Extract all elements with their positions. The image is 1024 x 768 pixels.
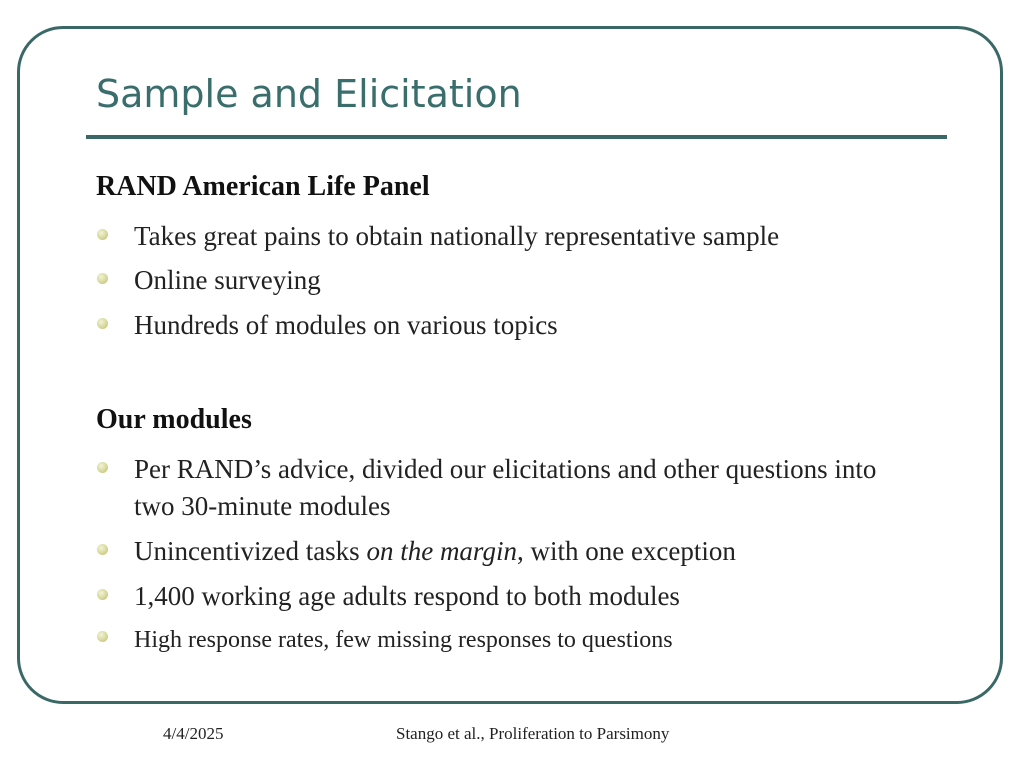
bullet-item — [96, 218, 896, 255]
footer-date: 4/4/2025 — [163, 724, 224, 743]
bullet-dot-icon — [97, 273, 108, 284]
bullet-text: Hundreds of modules on various topics — [134, 310, 558, 340]
bullet-text: Per RAND’s advice, divided our elicitations and other questions into two 30-minute modules — [134, 454, 877, 521]
bullet-item — [96, 451, 896, 525]
bullet-text-italic: on the margin — [366, 536, 517, 566]
bullet-dot-icon — [97, 318, 108, 329]
bullet-item — [96, 622, 896, 659]
bullet-text: Online surveying — [134, 265, 321, 295]
bullet-text: 1,400 working age adults respond to both modules — [134, 581, 680, 611]
bullet-text — [134, 533, 896, 570]
slide-title: Sample and Elicitation — [96, 72, 522, 116]
bullet-text: High response rates, few missing responses to questions — [134, 627, 673, 653]
bullet-text-end: , with one exception — [516, 536, 736, 566]
section-heading-rand: RAND American Life Panel — [96, 171, 430, 202]
bullet-dot-icon — [97, 589, 108, 600]
bullet-dot-icon — [97, 544, 108, 555]
title-underline — [86, 135, 947, 139]
bullet-dot-icon — [97, 631, 108, 642]
bullet-item — [96, 533, 896, 570]
bullet-dot-icon — [97, 462, 108, 473]
bullet-item — [96, 262, 896, 299]
bullet-text: Takes great pains to obtain nationally representative sample — [134, 221, 780, 251]
bullet-dot-icon — [97, 229, 108, 240]
section-heading-modules: Our modules — [96, 404, 252, 435]
bullet-item — [96, 578, 896, 615]
bullet-text-start: Unincentivized tasks — [134, 536, 367, 566]
bullet-item — [96, 307, 896, 344]
footer-citation: Stango et al., Proliferation to Parsimony — [396, 724, 670, 743]
